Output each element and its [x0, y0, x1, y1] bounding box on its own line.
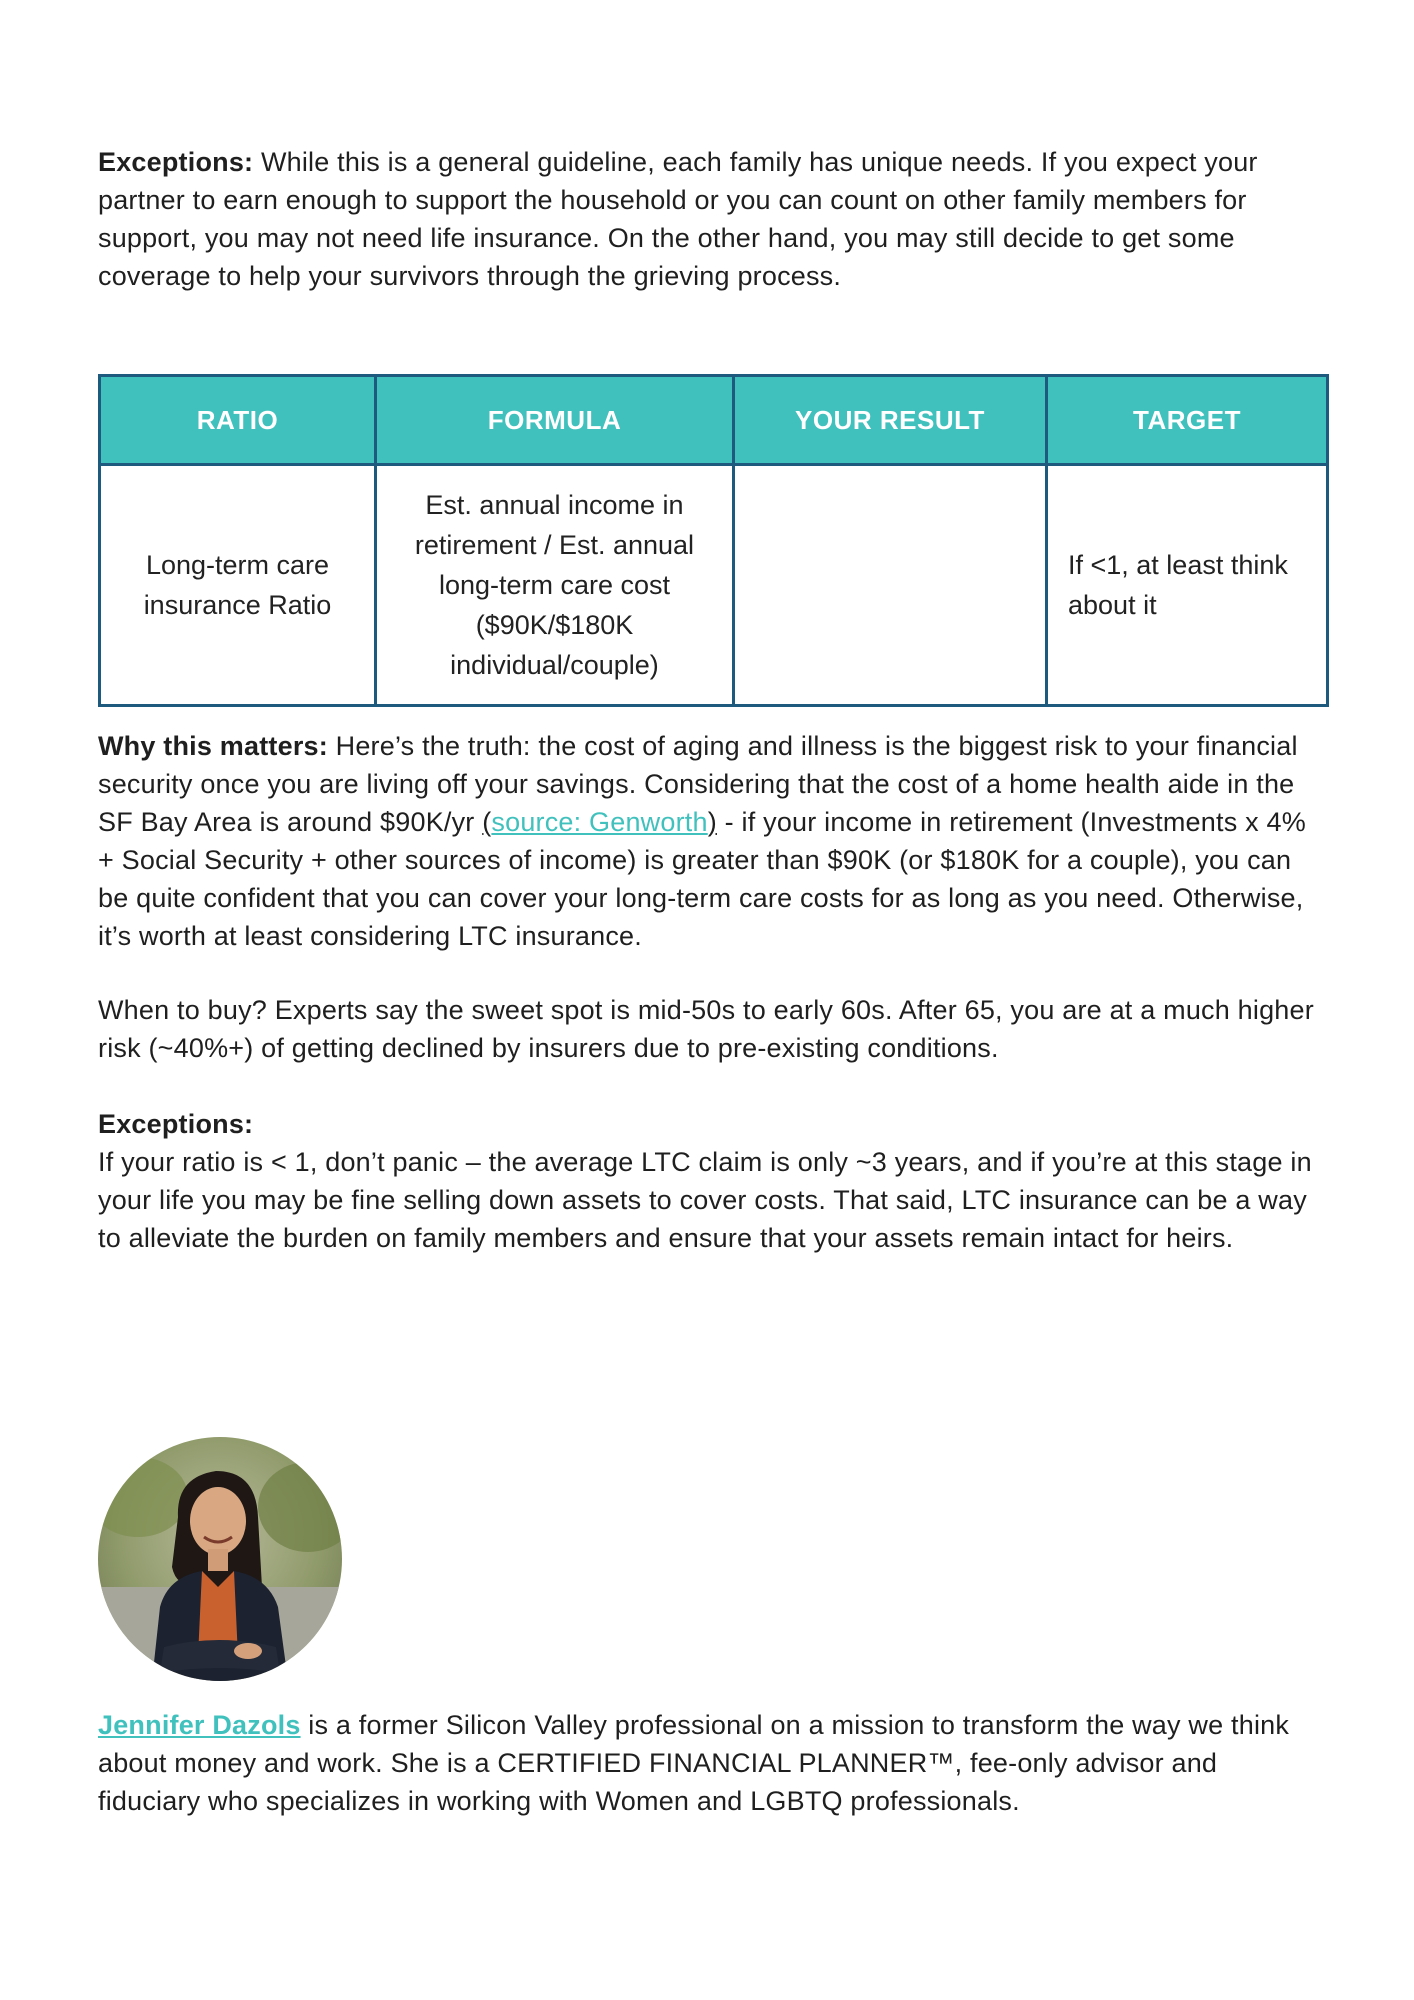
ltc-ratio-table: [98, 374, 1329, 707]
header-formula: FORMULA: [376, 376, 734, 465]
author-bio-text: is a former Silicon Valley professional on a mission to transform the way we think about money and work. She is a CERTIFIED FINANCIAL PLANNER™, fee-only advisor and fiduciary who specializes in working with Women and LGBTQ professionals.: [98, 1710, 1290, 1816]
when-to-buy-paragraph: [98, 991, 1326, 1067]
why-text-2: - if your income in retirement (Investments x 4% + Social Security + other sources of income) is greater than $90K (or $180K for a couple), you can be quite confident that you can cover your long-term care costs for as long as you need. Otherwise, it’s worth at least considering LTC insurance.: [98, 807, 1306, 951]
header-ratio: RATIO: [100, 376, 376, 465]
when-text: When to buy? Experts say the sweet spot is mid-50s to early 60s. After 65, you are at a much higher risk (~40%+) of getting declined by insurers due to pre-existing conditions.: [98, 995, 1314, 1063]
cell-target: If <1, at least think about it: [1047, 465, 1328, 706]
author-portrait-illustration: [98, 1437, 342, 1681]
exceptions-paragraph-ltc: [98, 1105, 1326, 1257]
header-target: TARGET: [1047, 376, 1328, 465]
cell-ratio: Long-term care insurance Ratio: [100, 465, 376, 706]
author-name-link[interactable]: Jennifer Dazols: [98, 1710, 301, 1740]
why-heading: Why this matters:: [98, 731, 328, 761]
table-header-row: [100, 376, 1328, 465]
exceptions-text-2: If your ratio is < 1, don’t panic – the average LTC claim is only ~3 years, and if you’re at this stage in your life you may be fine selling down assets to cover costs. That said, LTC insurance can be a way to alleviate the burden on family members and ensure that your assets remain intact for heirs.: [98, 1147, 1312, 1253]
header-your-result: YOUR RESULT: [734, 376, 1047, 465]
author-photo: [98, 1437, 342, 1681]
exceptions-heading: Exceptions:: [98, 147, 254, 177]
exceptions-paragraph-life-insurance: [98, 143, 1326, 295]
table-row: [100, 465, 1328, 706]
why-this-matters-paragraph: [98, 727, 1326, 955]
cell-your-result[interactable]: [734, 465, 1047, 706]
source-genworth-link[interactable]: source: Genworth: [491, 807, 708, 837]
exceptions-heading-2: Exceptions:: [98, 1109, 254, 1139]
source-paren-open: (: [482, 807, 492, 837]
source-paren-close: ): [707, 807, 717, 837]
why-text-1: Here’s the truth: the cost of aging and illness is the biggest risk to your financial security once you are living off your savings. Considering that the cost of a home health aide in the SF Bay Area is around $90K/yr: [98, 731, 1298, 837]
cell-formula: Est. annual income in retirement / Est. annual long-term care cost ($90K/$180K individual/couple): [376, 465, 734, 706]
exceptions-text: While this is a general guideline, each family has unique needs. If you expect your partner to earn enough to support the household or you can count on other family members for support, you may not need life insurance. On the other hand, you may still decide to get some coverage to help your survivors through the grieving process.: [98, 147, 1258, 291]
author-bio-paragraph: [98, 1706, 1326, 1820]
